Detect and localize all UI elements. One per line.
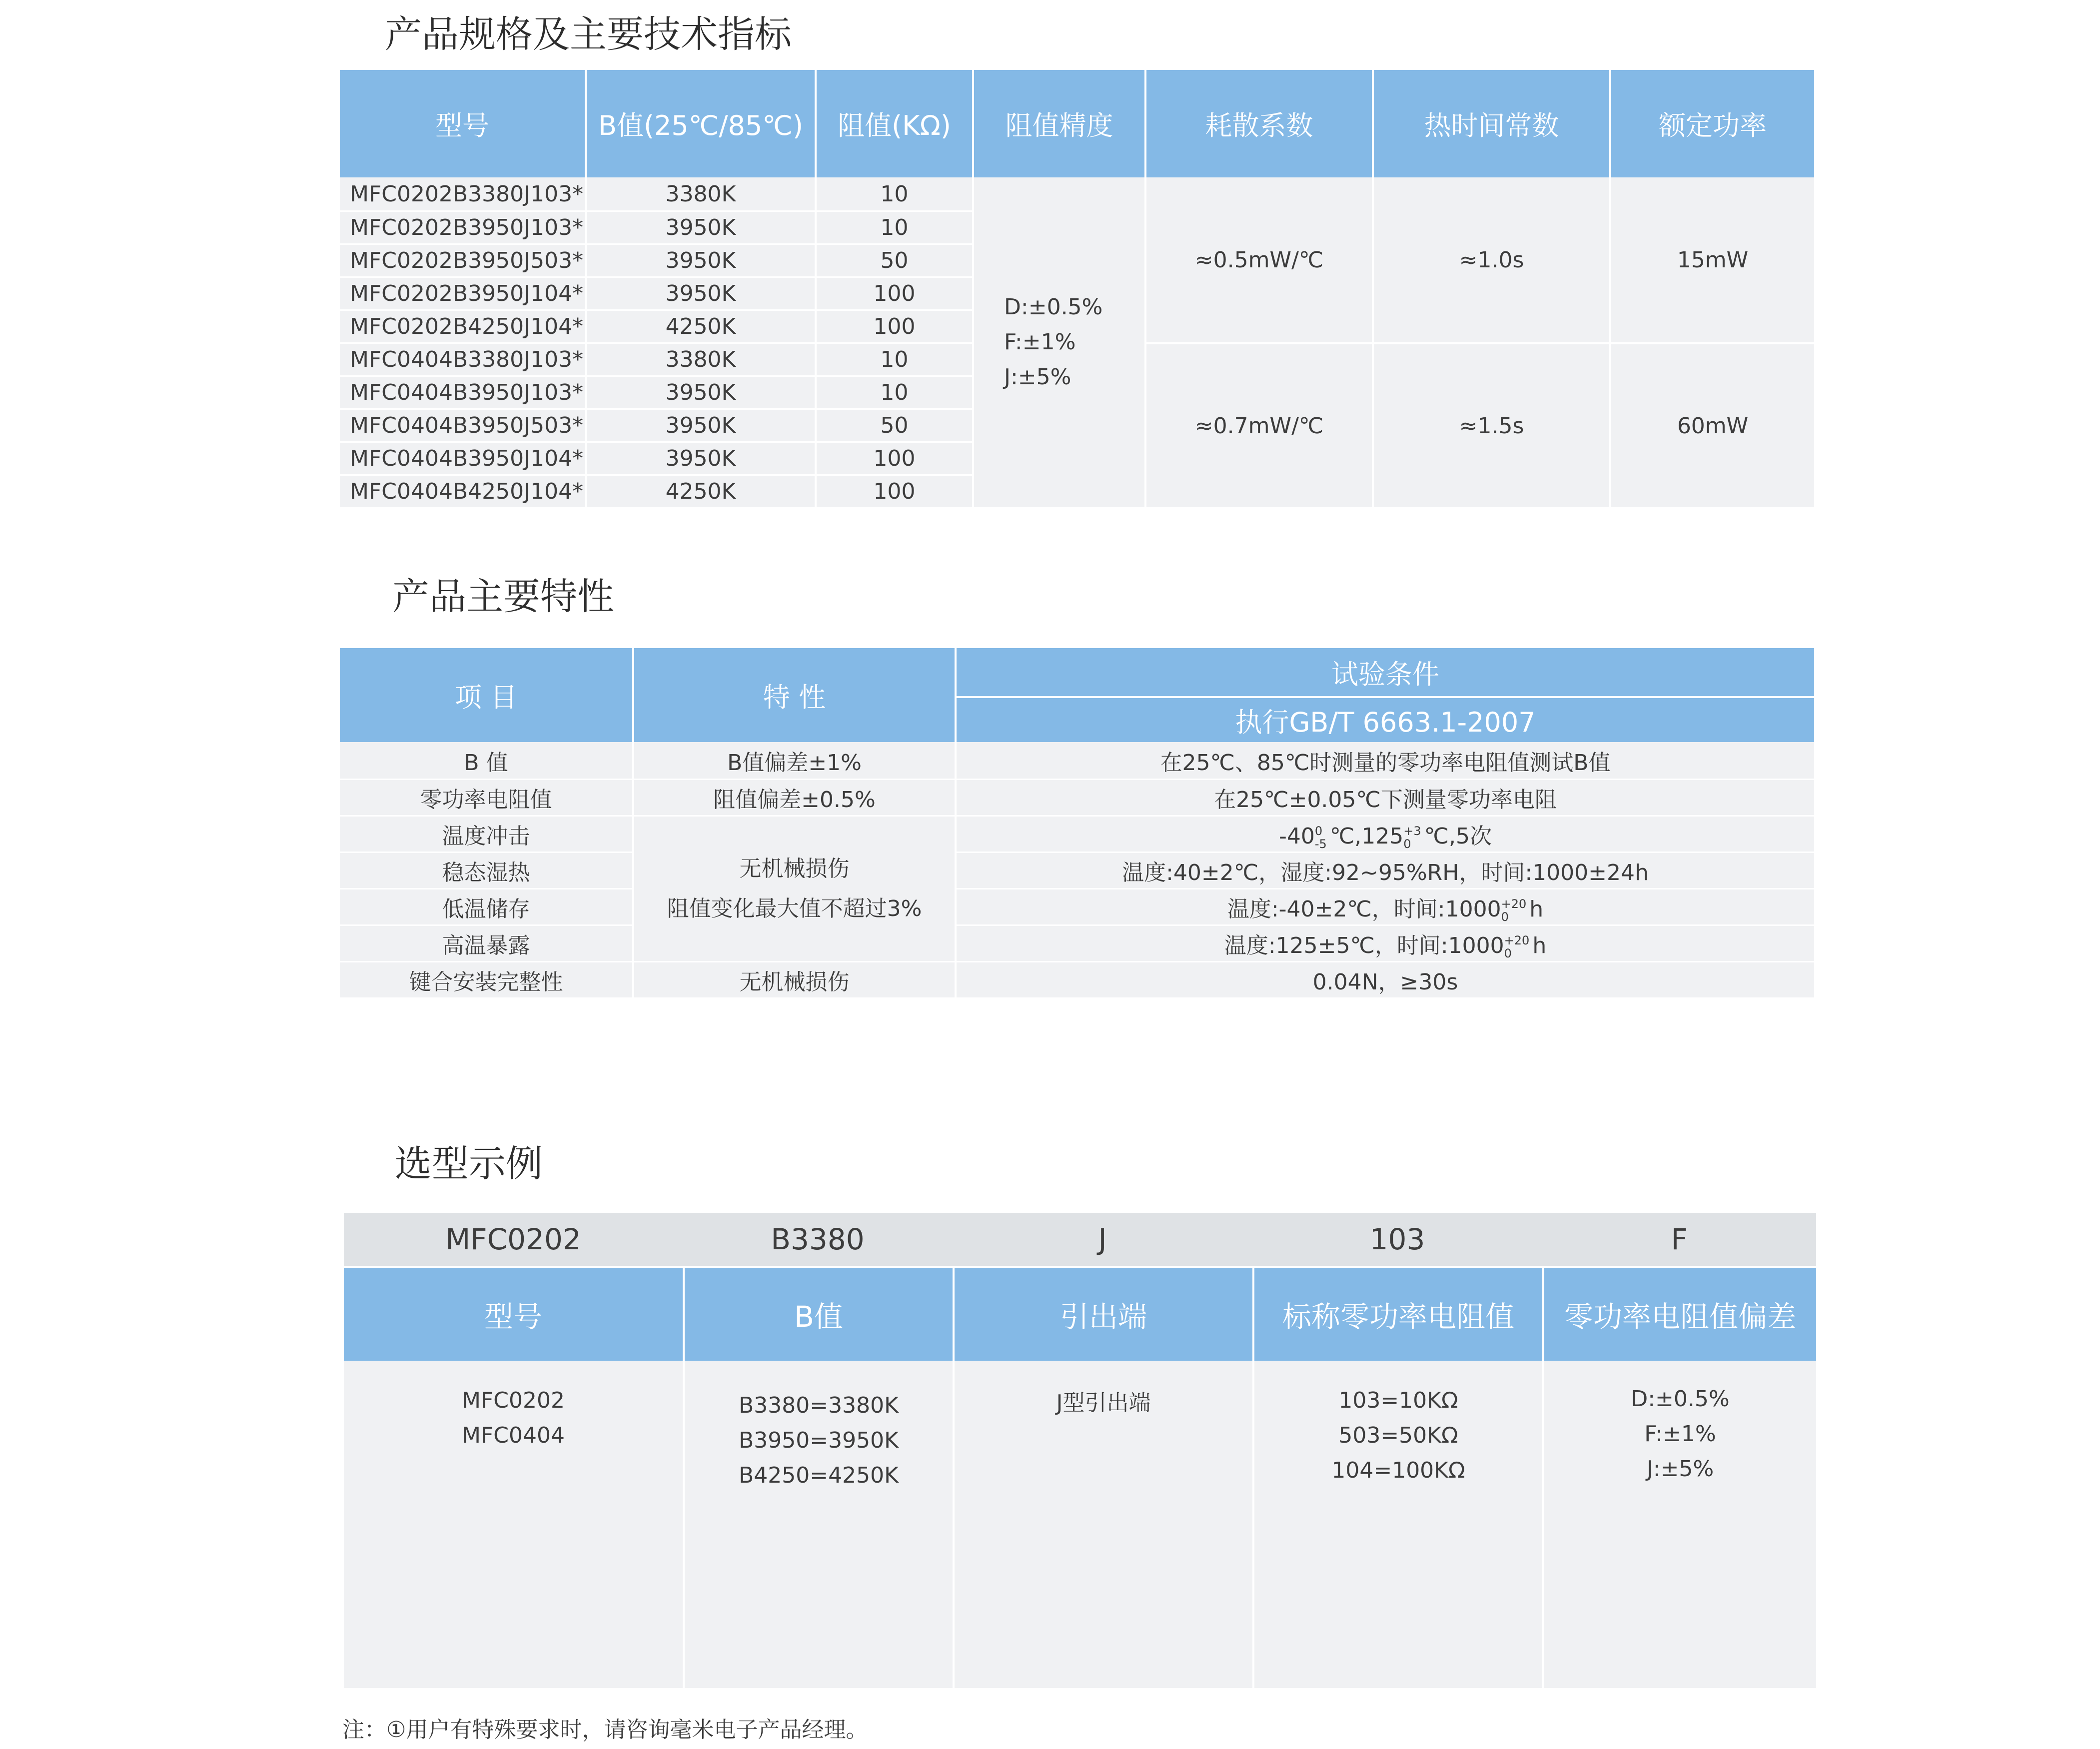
table-row-model: MFC0404B3950J104* (340, 441, 585, 474)
list-item: F:±1% (1644, 1421, 1716, 1447)
dissipation-cell: ≈0.7mW/℃ (1144, 342, 1372, 507)
specs-header-model: 型号 (340, 70, 585, 177)
selection-header-model: 型号 (344, 1266, 683, 1361)
table-row-b: 3380K (585, 342, 815, 375)
example-terminal: J (953, 1213, 1252, 1266)
table-row-model: MFC0202B4250J104* (340, 309, 585, 342)
specs-header-time: 热时间常数 (1372, 70, 1609, 177)
tolerance-stack (1501, 897, 1527, 923)
table-row-b: 3950K (585, 441, 815, 474)
power-cell: 60mW (1609, 342, 1814, 507)
table-row-item: 键合安装完整性 (340, 961, 632, 997)
selection-header-terminal: 引出端 (953, 1266, 1252, 1361)
table-row-item: 温度冲击 (340, 815, 632, 852)
tolerance-lower: 0 (1504, 946, 1512, 960)
precision-d: D:±0.5% (1004, 294, 1103, 320)
specs-header-r: 阻值(KΩ) (815, 70, 972, 177)
features-header-test-sub: 执行GB/T 6663.1-2007 (955, 696, 1814, 742)
table-row-r: 100 (815, 441, 972, 474)
table-row-b: 3950K (585, 276, 815, 309)
table-row-b: 3950K (585, 375, 815, 408)
table-row-r: 10 (815, 342, 972, 375)
tolerance-upper: 0 (1314, 824, 1323, 838)
selection-col-resistance (1252, 1361, 1542, 1688)
example-tolerance: F (1542, 1213, 1816, 1266)
table-row-b: 4250K (585, 474, 815, 507)
list-item: 503=50KΩ (1338, 1423, 1458, 1448)
table-row-cond: 温度:40±2℃，湿度:92~95%RH，时间:1000±24h (955, 852, 1814, 888)
list-item: B4250=4250K (739, 1463, 899, 1488)
cond-text: ℃,5次 (1424, 823, 1492, 849)
dissipation-cell: ≈0.5mW/℃ (1144, 177, 1372, 342)
cond-text: 温度:125±5℃，时间:1000 (1224, 932, 1504, 958)
table-row-b: 3950K (585, 210, 815, 243)
table-row-r: 100 (815, 276, 972, 309)
tolerance-lower: 0 (1501, 909, 1509, 924)
features-header-char: 特 性 (632, 648, 955, 742)
table-row-model: MFC0202B3950J103* (340, 210, 585, 243)
table-row-r: 100 (815, 474, 972, 507)
tolerance-upper: +20 (1504, 933, 1530, 947)
tolerance-upper: +20 (1501, 896, 1527, 911)
table-row-r: 10 (815, 375, 972, 408)
table-row-item: B 值 (340, 742, 632, 779)
table-row-model: MFC0202B3950J503* (340, 243, 585, 276)
table-row-item: 低温储存 (340, 888, 632, 924)
tolerance-lower: 0 (1403, 837, 1411, 851)
tolerance-lower: -5 (1314, 837, 1327, 851)
tolerance-stack (1403, 825, 1421, 851)
table-row-b: 3950K (585, 243, 815, 276)
selection-table (344, 1213, 1816, 1688)
precision-f: F:±1% (1004, 329, 1076, 355)
table-row-cond (955, 924, 1814, 961)
specs-table (340, 70, 1814, 507)
merged-char-cell (632, 815, 955, 961)
table-row-b: 4250K (585, 309, 815, 342)
table-row-b: 3380K (585, 177, 815, 210)
table-row-cond: 在25℃、85℃时测量的零功率电阻值测试B值 (955, 742, 1814, 779)
precision-j: J:±5% (1004, 364, 1071, 390)
example-resistance: 103 (1252, 1213, 1542, 1266)
power-cell: 15mW (1609, 177, 1814, 342)
cond-text: h (1532, 932, 1547, 958)
list-item: J型引出端 (1056, 1390, 1151, 1416)
selection-col-model (344, 1361, 683, 1688)
specs-title: 产品规格及主要技术指标 (385, 13, 792, 56)
table-row-item: 稳态湿热 (340, 852, 632, 888)
char-max-change: 阻值变化最大值不超过3% (667, 895, 922, 921)
table-row-char: 无机械损伤 (632, 961, 955, 997)
list-item: MFC0202 (462, 1388, 565, 1413)
selection-col-tolerance (1542, 1361, 1816, 1688)
cond-text: h (1529, 896, 1544, 922)
selection-title: 选型示例 (395, 1142, 543, 1185)
table-row-r: 10 (815, 177, 972, 210)
features-header-test: 试验条件 (955, 648, 1814, 696)
list-item: J:±5% (1646, 1456, 1714, 1482)
char-no-damage: 无机械损伤 (739, 856, 850, 881)
specs-header-dissipation: 耗散系数 (1144, 70, 1372, 177)
specs-header-power: 额定功率 (1609, 70, 1814, 177)
table-row-model: MFC0404B3380J103* (340, 342, 585, 375)
tolerance-stack (1504, 934, 1530, 960)
table-row-char: 阻值偏差±0.5% (632, 779, 955, 815)
table-row-r: 100 (815, 309, 972, 342)
table-row-cond (955, 815, 1814, 852)
tolerance-upper: +3 (1403, 824, 1421, 838)
features-header-item: 项 目 (340, 648, 632, 742)
table-row-r: 50 (815, 243, 972, 276)
selection-col-terminal (953, 1361, 1252, 1688)
cond-text: -40 (1279, 823, 1315, 849)
list-item: D:±0.5% (1631, 1386, 1730, 1412)
table-row-item: 零功率电阻值 (340, 779, 632, 815)
table-row-b: 3950K (585, 408, 815, 441)
table-row-cond: 0.04N，≥30s (955, 961, 1814, 997)
table-row-model: MFC0202B3380J103* (340, 177, 585, 210)
table-row-model: MFC0202B3950J104* (340, 276, 585, 309)
selection-header-resistance: 标称零功率电阻值 (1252, 1266, 1542, 1361)
table-row-char: B值偏差±1% (632, 742, 955, 779)
cond-text: ℃,125 (1329, 823, 1404, 849)
features-title: 产品主要特性 (392, 575, 614, 618)
list-item: 104=100KΩ (1331, 1458, 1465, 1483)
precision-cell (972, 177, 1144, 507)
table-row-r: 10 (815, 210, 972, 243)
table-row-r: 50 (815, 408, 972, 441)
list-item: B3950=3950K (739, 1428, 899, 1453)
table-row-model: MFC0404B3950J503* (340, 408, 585, 441)
example-b: B3380 (683, 1213, 953, 1266)
list-item: B3380=3380K (739, 1393, 899, 1418)
specs-header-b: B值(25℃/85℃) (585, 70, 815, 177)
table-row-model: MFC0404B3950J103* (340, 375, 585, 408)
time-constant-cell: ≈1.0s (1372, 177, 1609, 342)
cond-text: 温度:-40±2℃，时间:1000 (1227, 896, 1501, 922)
selection-col-b (683, 1361, 953, 1688)
list-item: 103=10KΩ (1338, 1388, 1458, 1413)
time-constant-cell: ≈1.5s (1372, 342, 1609, 507)
features-table (340, 648, 1814, 997)
specs-header-precision: 阻值精度 (972, 70, 1144, 177)
table-row-item: 高温暴露 (340, 924, 632, 961)
example-model: MFC0202 (344, 1213, 683, 1266)
table-row-model: MFC0404B4250J104* (340, 474, 585, 507)
tolerance-stack (1315, 825, 1327, 851)
table-row-cond (955, 888, 1814, 924)
selection-header-b: B值 (683, 1266, 953, 1361)
selection-header-tolerance: 零功率电阻值偏差 (1542, 1266, 1816, 1361)
footnote: 注：①用户有特殊要求时，请咨询毫米电子产品经理。 (342, 1717, 868, 1743)
list-item: MFC0404 (462, 1423, 565, 1448)
table-row-cond: 在25℃±0.05℃下测量零功率电阻 (955, 779, 1814, 815)
